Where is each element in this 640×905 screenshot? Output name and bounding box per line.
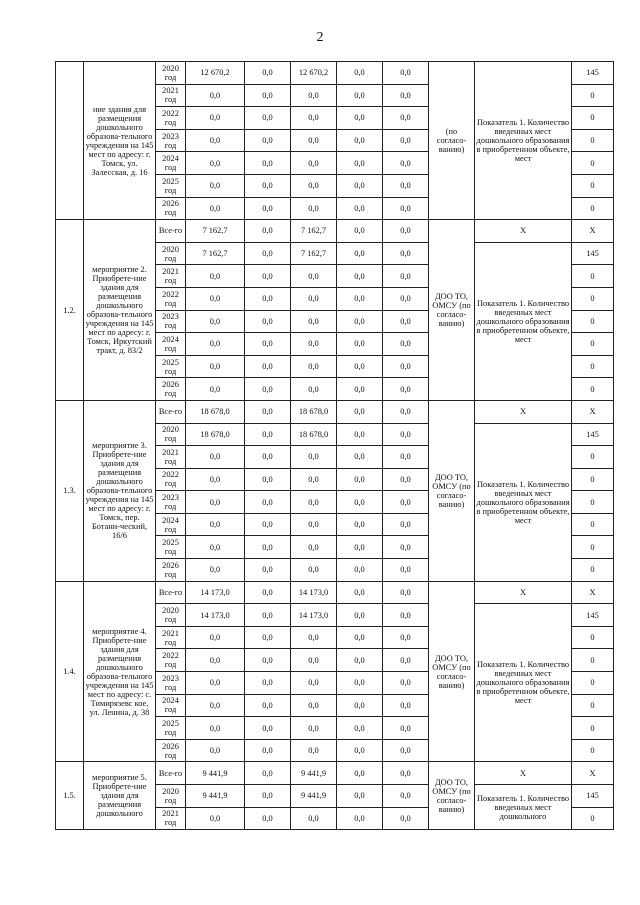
year-cell: 2022 год [156,107,186,130]
value-cell-2: 0,0 [245,423,291,446]
value-cell-4: 0,0 [337,626,383,649]
table-row-total [56,762,614,785]
value-cell-4: 0,0 [337,762,383,785]
value-cell-5: 0,0 [383,739,429,762]
year-cell: 2023 год [156,672,186,695]
target-value-cell: 0 [572,626,614,649]
value-cell-2: 0,0 [245,197,291,220]
value-cell-1: 0,0 [186,513,245,536]
value-cell-1: 0,0 [186,174,245,197]
value-cell-5: 0,0 [383,423,429,446]
value-cell-3: 0,0 [291,287,337,310]
value-cell-4: 0,0 [337,581,383,604]
value-cell-4: 0,0 [337,152,383,175]
value-cell-2: 0,0 [245,152,291,175]
year-cell: 2023 год [156,129,186,152]
value-cell-4: 0,0 [337,129,383,152]
value-cell-1: 0,0 [186,559,245,582]
indicator-cell: Показатель 1. Количество введенных мест дошкольного образования в приобретенном объекте, мест [475,242,572,400]
value-cell-5: 0,0 [383,265,429,288]
value-cell-5: 0,0 [383,604,429,627]
value-cell-1: 14 173,0 [186,581,245,604]
year-cell: 2022 год [156,287,186,310]
value-cell-3: 0,0 [291,694,337,717]
value-cell-1: 9 441,9 [186,785,245,808]
value-cell-5: 0,0 [383,491,429,514]
value-cell-3: 0,0 [291,265,337,288]
value-cell-2: 0,0 [245,739,291,762]
value-cell-5: 0,0 [383,287,429,310]
value-cell-4: 0,0 [337,242,383,265]
value-cell-2: 0,0 [245,536,291,559]
value-cell-3: 0,0 [291,446,337,469]
year-cell: 2025 год [156,174,186,197]
executor-cell: ДОО ТО, ОМСУ (по согласо-ванию) [429,762,475,830]
value-cell-3: 7 162,7 [291,220,337,243]
target-value-cell: 0 [572,672,614,695]
value-cell-4: 0,0 [337,559,383,582]
year-cell: 2020 год [156,242,186,265]
value-cell-1: 0,0 [186,807,245,830]
value-cell-4: 0,0 [337,807,383,830]
value-cell-2: 0,0 [245,694,291,717]
value-cell-2: 0,0 [245,513,291,536]
value-cell-3: 0,0 [291,84,337,107]
value-cell-4: 0,0 [337,604,383,627]
value-cell-5: 0,0 [383,694,429,717]
value-cell-4: 0,0 [337,513,383,536]
value-cell-5: 0,0 [383,84,429,107]
value-cell-1: 0,0 [186,626,245,649]
target-value-cell: 0 [572,174,614,197]
value-cell-5: 0,0 [383,581,429,604]
value-cell-3: 0,0 [291,355,337,378]
indicator-x-cell: Х [475,581,572,604]
value-cell-2: 0,0 [245,62,291,85]
executor-cell: ДОО ТО, ОМСУ (по согласо-ванию) [429,581,475,762]
value-cell-3: 0,0 [291,378,337,401]
value-cell-3: 7 162,7 [291,242,337,265]
value-cell-2: 0,0 [245,287,291,310]
value-cell-4: 0,0 [337,287,383,310]
value-cell-3: 0,0 [291,129,337,152]
value-cell-1: 0,0 [186,84,245,107]
value-cell-5: 0,0 [383,649,429,672]
value-cell-2: 0,0 [245,242,291,265]
value-cell-4: 0,0 [337,423,383,446]
value-cell-5: 0,0 [383,152,429,175]
value-cell-5: 0,0 [383,468,429,491]
value-cell-1: 7 162,7 [186,220,245,243]
year-cell: 2020 год [156,604,186,627]
value-cell-4: 0,0 [337,468,383,491]
executor-cell: ДОО ТО, ОМСУ (по согласо-ванию) [429,400,475,581]
executor-cell: (по согласо-ванию) [429,62,475,220]
target-x-cell: Х [572,762,614,785]
year-cell: 2025 год [156,717,186,740]
value-cell-1: 0,0 [186,446,245,469]
value-cell-1: 0,0 [186,355,245,378]
target-value-cell: 0 [572,807,614,830]
value-cell-4: 0,0 [337,785,383,808]
value-cell-1: 0,0 [186,287,245,310]
target-value-cell: 145 [572,423,614,446]
target-value-cell: 0 [572,152,614,175]
table-row [56,62,614,85]
value-cell-2: 0,0 [245,174,291,197]
value-cell-3: 0,0 [291,310,337,333]
value-cell-5: 0,0 [383,333,429,356]
target-value-cell: 0 [572,513,614,536]
value-cell-1: 0,0 [186,491,245,514]
value-cell-3: 0,0 [291,174,337,197]
value-cell-2: 0,0 [245,355,291,378]
target-x-cell: Х [572,581,614,604]
value-cell-1: 0,0 [186,197,245,220]
value-cell-3: 9 441,9 [291,785,337,808]
value-cell-1: 18 678,0 [186,400,245,423]
value-cell-4: 0,0 [337,62,383,85]
table-row-total [56,220,614,243]
value-cell-5: 0,0 [383,310,429,333]
value-cell-2: 0,0 [245,333,291,356]
value-cell-3: 0,0 [291,672,337,695]
value-cell-5: 0,0 [383,129,429,152]
value-cell-5: 0,0 [383,242,429,265]
year-cell: 2024 год [156,694,186,717]
year-cell: Все-го [156,220,186,243]
row-number-cell: 1.3. [56,400,84,581]
value-cell-5: 0,0 [383,174,429,197]
value-cell-4: 0,0 [337,265,383,288]
year-cell: 2026 год [156,197,186,220]
year-cell: 2025 год [156,355,186,378]
value-cell-5: 0,0 [383,559,429,582]
year-cell: 2026 год [156,739,186,762]
value-cell-2: 0,0 [245,400,291,423]
value-cell-5: 0,0 [383,446,429,469]
year-cell: Все-го [156,762,186,785]
value-cell-1: 0,0 [186,310,245,333]
value-cell-5: 0,0 [383,400,429,423]
value-cell-4: 0,0 [337,739,383,762]
value-cell-2: 0,0 [245,265,291,288]
value-cell-2: 0,0 [245,672,291,695]
value-cell-1: 12 670,2 [186,62,245,85]
value-cell-1: 14 173,0 [186,604,245,627]
value-cell-3: 0,0 [291,807,337,830]
value-cell-1: 0,0 [186,107,245,130]
indicator-cell: Показатель 1. Количество введенных мест дошкольного [475,785,572,830]
value-cell-2: 0,0 [245,807,291,830]
value-cell-4: 0,0 [337,649,383,672]
value-cell-2: 0,0 [245,446,291,469]
target-value-cell: 0 [572,491,614,514]
target-value-cell: 145 [572,62,614,85]
value-cell-1: 18 678,0 [186,423,245,446]
measure-name-cell: мероприятие 3. Приобрете-ние здания для размещения дошкольного образова-тельного учреждения на 145 мест по адресу: г. Томск, пер. Ботани-ческий, 16/6 [84,400,156,581]
value-cell-2: 0,0 [245,604,291,627]
value-cell-5: 0,0 [383,536,429,559]
value-cell-2: 0,0 [245,649,291,672]
value-cell-4: 0,0 [337,717,383,740]
value-cell-3: 0,0 [291,491,337,514]
value-cell-2: 0,0 [245,626,291,649]
target-value-cell: 145 [572,242,614,265]
value-cell-2: 0,0 [245,129,291,152]
year-cell: 2023 год [156,310,186,333]
row-number-cell: 1.2. [56,220,84,401]
indicator-x-cell: Х [475,220,572,243]
value-cell-4: 0,0 [337,672,383,695]
value-cell-5: 0,0 [383,807,429,830]
value-cell-5: 0,0 [383,717,429,740]
year-cell: 2024 год [156,333,186,356]
value-cell-1: 0,0 [186,378,245,401]
year-cell: 2020 год [156,423,186,446]
value-cell-4: 0,0 [337,355,383,378]
year-cell: 2026 год [156,559,186,582]
value-cell-1: 0,0 [186,672,245,695]
target-value-cell: 0 [572,378,614,401]
value-cell-5: 0,0 [383,762,429,785]
value-cell-4: 0,0 [337,446,383,469]
value-cell-3: 0,0 [291,468,337,491]
value-cell-5: 0,0 [383,785,429,808]
year-cell: 2020 год [156,62,186,85]
value-cell-3: 0,0 [291,649,337,672]
year-cell: 2021 год [156,84,186,107]
row-number-cell [56,62,84,220]
value-cell-1: 7 162,7 [186,242,245,265]
year-cell: 2021 год [156,807,186,830]
value-cell-1: 0,0 [186,333,245,356]
value-cell-3: 0,0 [291,559,337,582]
table-row-total [56,400,614,423]
value-cell-1: 0,0 [186,536,245,559]
value-cell-4: 0,0 [337,400,383,423]
value-cell-2: 0,0 [245,468,291,491]
value-cell-4: 0,0 [337,107,383,130]
year-cell: 2021 год [156,265,186,288]
value-cell-3: 18 678,0 [291,423,337,446]
value-cell-4: 0,0 [337,491,383,514]
year-cell: 2024 год [156,152,186,175]
year-cell: 2020 год [156,785,186,808]
value-cell-4: 0,0 [337,197,383,220]
value-cell-5: 0,0 [383,672,429,695]
value-cell-3: 0,0 [291,717,337,740]
year-cell: 2023 год [156,491,186,514]
year-cell: Все-го [156,581,186,604]
value-cell-3: 0,0 [291,197,337,220]
target-value-cell: 145 [572,785,614,808]
value-cell-1: 0,0 [186,739,245,762]
row-number-cell: 1.4. [56,581,84,762]
value-cell-5: 0,0 [383,378,429,401]
measure-name-cell: мероприятие 4. Приобрете-ние здания для размещения дошкольного образова-тельного учреждения на 145 мест по адресу: с. Тимирязевс кое, ул. Ленина, д. 38 [84,581,156,762]
value-cell-3: 14 173,0 [291,581,337,604]
value-cell-3: 18 678,0 [291,400,337,423]
value-cell-2: 0,0 [245,310,291,333]
target-value-cell: 0 [572,717,614,740]
value-cell-4: 0,0 [337,333,383,356]
year-cell: 2021 год [156,626,186,649]
value-cell-3: 14 173,0 [291,604,337,627]
value-cell-5: 0,0 [383,197,429,220]
target-value-cell: 0 [572,559,614,582]
target-value-cell: 0 [572,446,614,469]
measure-name-cell: ние здания для размещения дошкольного образова-тельного учреждения на 145 мест по адресу: г. Томск, ул. Залесская, д. 16 [84,62,156,220]
value-cell-2: 0,0 [245,378,291,401]
target-value-cell: 0 [572,129,614,152]
value-cell-3: 0,0 [291,626,337,649]
value-cell-2: 0,0 [245,785,291,808]
target-value-cell: 0 [572,107,614,130]
target-value-cell: 0 [572,84,614,107]
value-cell-3: 0,0 [291,513,337,536]
value-cell-3: 0,0 [291,152,337,175]
indicator-x-cell: Х [475,400,572,423]
year-cell: 2025 год [156,536,186,559]
year-cell: 2022 год [156,468,186,491]
indicator-cell: Показатель 1. Количество введенных мест дошкольного образования в приобретенном объекте, мест [475,62,572,220]
value-cell-2: 0,0 [245,717,291,740]
program-table [55,61,614,830]
value-cell-2: 0,0 [245,84,291,107]
value-cell-4: 0,0 [337,536,383,559]
value-cell-5: 0,0 [383,355,429,378]
target-value-cell: 0 [572,310,614,333]
indicator-cell: Показатель 1. Количество введенных мест дошкольного образования в приобретенном объекте, мест [475,423,572,581]
target-value-cell: 0 [572,287,614,310]
target-value-cell: 145 [572,604,614,627]
table-row-total [56,581,614,604]
value-cell-4: 0,0 [337,174,383,197]
value-cell-2: 0,0 [245,762,291,785]
year-cell: 2022 год [156,649,186,672]
value-cell-4: 0,0 [337,310,383,333]
indicator-x-cell: Х [475,762,572,785]
indicator-cell: Показатель 1. Количество введенных мест дошкольного образования в приобретенном объекте, мест [475,604,572,762]
value-cell-5: 0,0 [383,107,429,130]
value-cell-4: 0,0 [337,378,383,401]
value-cell-1: 9 441,9 [186,762,245,785]
page-number: 2 [316,30,324,45]
target-value-cell: 0 [572,197,614,220]
value-cell-5: 0,0 [383,513,429,536]
value-cell-4: 0,0 [337,220,383,243]
value-cell-4: 0,0 [337,84,383,107]
row-number-cell: 1.5. [56,762,84,830]
value-cell-1: 0,0 [186,129,245,152]
value-cell-3: 0,0 [291,536,337,559]
year-cell: 2026 год [156,378,186,401]
target-x-cell: Х [572,400,614,423]
value-cell-1: 0,0 [186,468,245,491]
value-cell-1: 0,0 [186,265,245,288]
value-cell-1: 0,0 [186,694,245,717]
year-cell: 2024 год [156,513,186,536]
value-cell-1: 0,0 [186,649,245,672]
executor-cell: ДОО ТО, ОМСУ (по согласо-ванию) [429,220,475,401]
measure-name-cell: мероприятие 2. Приобрете-ние здания для размещения дошкольного образова-тельного учреждения на 145 мест по адресу: г. Томск, Иркутский тракт, д. 83/2 [84,220,156,401]
year-cell: Все-го [156,400,186,423]
value-cell-5: 0,0 [383,626,429,649]
target-x-cell: Х [572,220,614,243]
year-cell: 2021 год [156,446,186,469]
value-cell-5: 0,0 [383,62,429,85]
target-value-cell: 0 [572,333,614,356]
value-cell-2: 0,0 [245,491,291,514]
value-cell-3: 0,0 [291,333,337,356]
value-cell-2: 0,0 [245,559,291,582]
value-cell-3: 9 441,9 [291,762,337,785]
value-cell-2: 0,0 [245,581,291,604]
value-cell-4: 0,0 [337,694,383,717]
value-cell-5: 0,0 [383,220,429,243]
target-value-cell: 0 [572,649,614,672]
value-cell-2: 0,0 [245,107,291,130]
target-value-cell: 0 [572,536,614,559]
target-value-cell: 0 [572,265,614,288]
target-value-cell: 0 [572,468,614,491]
target-value-cell: 0 [572,355,614,378]
value-cell-3: 0,0 [291,739,337,762]
value-cell-1: 0,0 [186,152,245,175]
value-cell-1: 0,0 [186,717,245,740]
value-cell-2: 0,0 [245,220,291,243]
target-value-cell: 0 [572,694,614,717]
target-value-cell: 0 [572,739,614,762]
value-cell-3: 12 670,2 [291,62,337,85]
value-cell-3: 0,0 [291,107,337,130]
measure-name-cell: мероприятие 5. Приобрете-ние здания для размещения дошкольного [84,762,156,830]
